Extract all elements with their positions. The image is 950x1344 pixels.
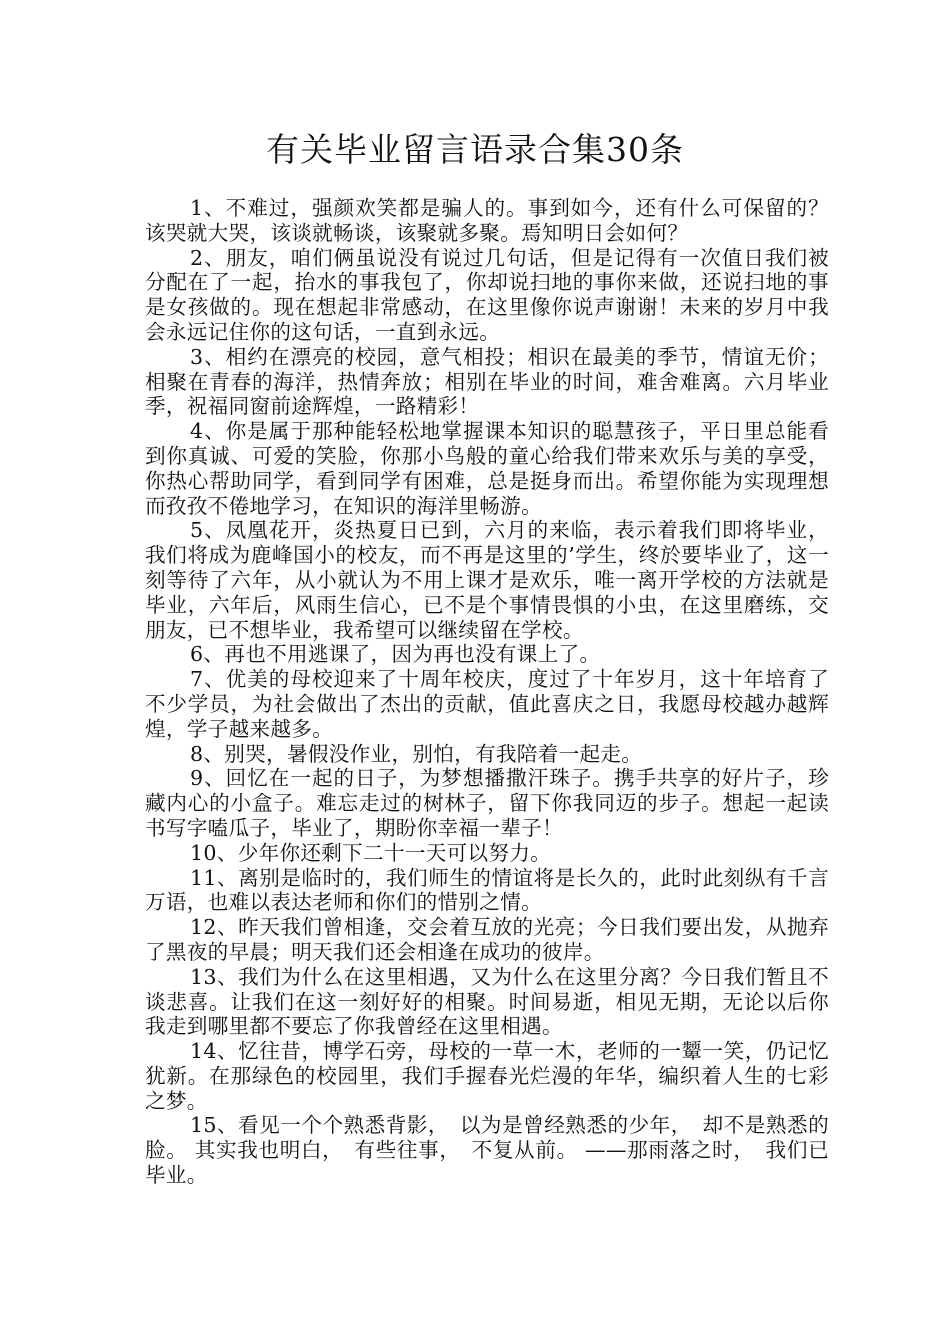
- paragraph-6: 6、再也不用逃课了，因为再也没有课上了。: [190, 642, 601, 667]
- paragraph-5: 5、凤凰花开，炎热夏日已到，六月的来临，表示着我们即将毕业，我们将成为鹿峰国小的校友，而不再是这里的’学生，终於要毕业了，这一刻等待了六年，从小就认为不用上课才是欢乐，唯一离开学校的方法就是毕业，六年后，风雨生信心，已不是个事情畏惧的小虫，在这里磨练，交朋友，已不想毕业，我希望可以继续留在学校。: [145, 518, 829, 642]
- paragraph-11: 11、离别是临时的，我们师生的情谊将是长久的，此时此刻纵有千言万语，也难以表达老师和你们的惜别之情。: [145, 865, 829, 915]
- paragraph-10: 10、少年你还剩下二十一天可以努力。: [190, 840, 552, 865]
- paragraph-13: 13、我们为什么在这里相遇，又为什么在这里分离？今日我们暂且不谈悲喜。让我们在这一刻好好的相聚。时间易逝，相见无期，无论以后你我走到哪里都不要忘了你我曾经在这里相遇。: [145, 964, 829, 1039]
- paragraph-9: 9、回忆在一起的日子，为梦想播撒汗珠子。携手共享的好片子，珍藏内心的小盒子。难忘走过的树林子，留下你我同迈的步子。想起一起读书写字嗑瓜子，毕业了，期盼你幸福一辈子！: [145, 766, 829, 840]
- paragraph-3: 3、相约在漂亮的校园，意气相投；相识在最美的季节，情谊无价；相聚在青春的海洋，热情奔放；相别在毕业的时间，难舍难离。六月毕业季，祝福同窗前途辉煌，一路精彩！: [145, 344, 829, 419]
- paragraph-8: 8、别哭，暑假没作业，别怕，有我陪着一起走。: [190, 741, 643, 766]
- paragraph-7: 7、优美的母校迎来了十周年校庆，度过了十年岁月，这十年培育了不少学员，为社会做出了杰出的贡献，值此喜庆之日，我愿母校越办越辉煌，学子越来越多。: [145, 667, 829, 741]
- paragraph-4: 4、你是属于那种能轻松地掌握课本知识的聪慧孩子，平日里总能看到你真诚、可爱的笑脸，你那小鸟般的童心给我们带来欢乐与美的享受，你热心帮助同学，看到同学有困难，总是挺身而出。希望你能为实现理想而孜孜不倦地学习，在知识的海洋里畅游。: [145, 419, 829, 518]
- document-title: 有关毕业留言语录合集30条: [266, 130, 684, 169]
- paragraph-12: 12、昨天我们曾相逢，交会着互放的光亮；今日我们要出发，从抛弃了黑夜的早晨；明天我们还会相逢在成功的彼岸。: [145, 915, 829, 964]
- paragraph-14: 14、忆往昔，博学石旁，母校的一草一木，老师的一颦一笑，仍记忆犹新。在那绿色的校园里，我们手握春光烂漫的年华，编织着人生的七彩之梦。: [145, 1039, 829, 1113]
- paragraph-15: 15、看见一个个熟悉背影， 以为是曾经熟悉的少年， 却不是熟悉的脸。 其实我也明白， 有些往事， 不复从前。 ——那雨落之时， 我们已毕业。: [145, 1113, 829, 1188]
- paragraph-1: 1、不难过，强颜欢笑都是骗人的。事到如今，还有什么可保留的？该哭就大哭，该谈就畅谈，该聚就多聚。焉知明日会如何？: [145, 196, 829, 245]
- paragraph-2: 2、朋友，咱们俩虽说没有说过几句话，但是记得有一次值日我们被分配在了一起，抬水的事我包了，你却说扫地的事你来做，还说扫地的事是女孩做的。现在想起非常感动，在这里像你说声谢谢！未来的岁月中我会永远记住你的这句话，一直到永远。: [145, 245, 829, 344]
- document-body: [145, 196, 829, 1188]
